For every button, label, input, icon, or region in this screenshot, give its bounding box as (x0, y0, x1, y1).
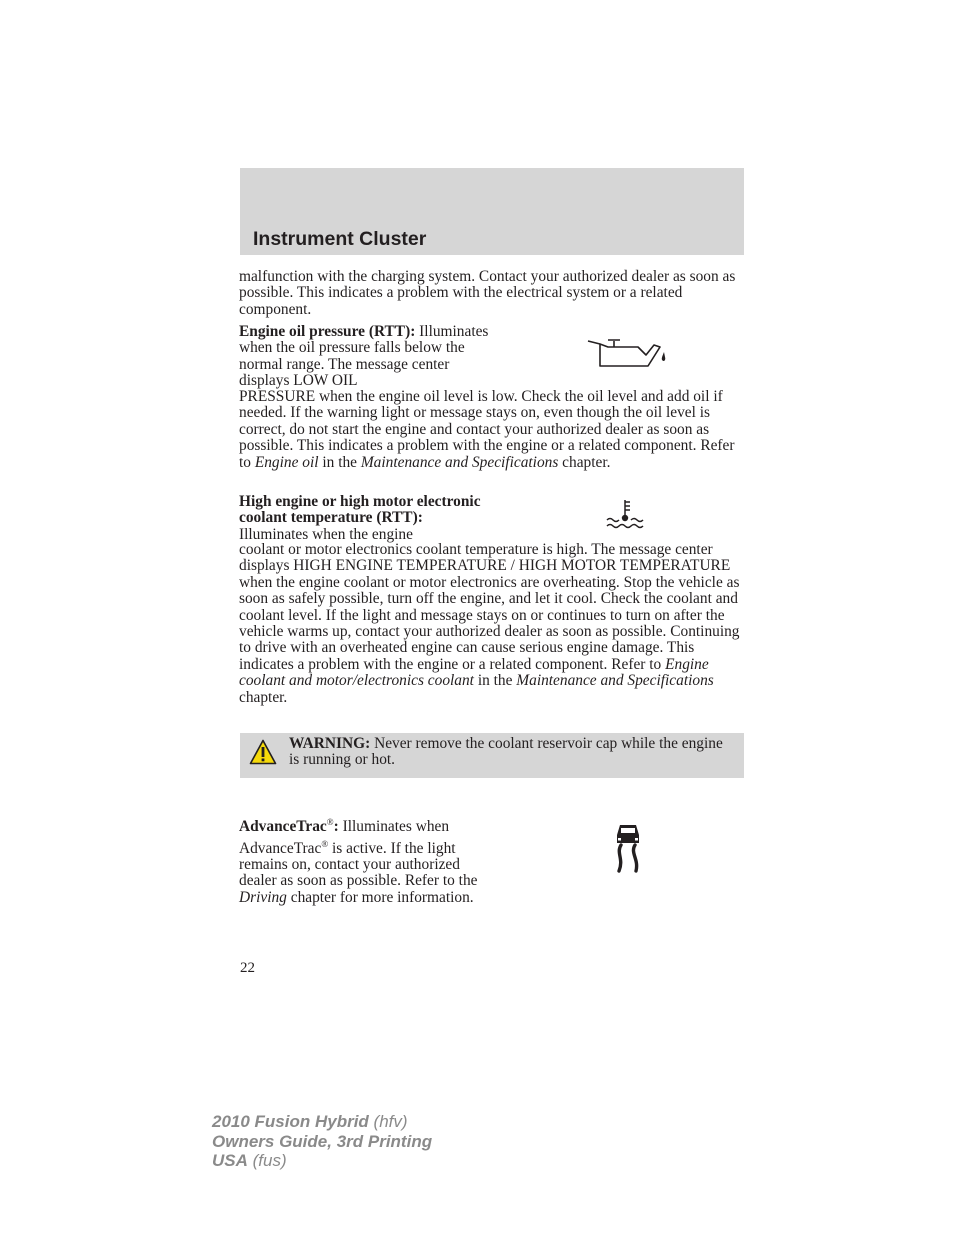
coolant-heading: High engine or high motor electronic coolant temperature (RTT): (239, 493, 481, 527)
footer-model: 2010 Fusion Hybrid (212, 1112, 369, 1131)
advancetrac-colon: : (333, 818, 339, 836)
engine-oil-reference: Engine oil (254, 453, 319, 471)
engine-coolant-reference: Engine coolant and motor/electronics coolant (239, 655, 709, 690)
coolant-text-2: coolant or motor electronics coolant temperature is high. The message center displays HIGH ENGINE TEMPERATURE / HIGH MOTOR TEMPERATURE when the engine coolant or motor electronics are overheating. Stop the vehicle as soon as safely possible, turn off the engine, and let it cool. Check the coolant and coolant level. If the light and message stays on or continues to turn on after the vehicle warms up, contact your authorized dealer as soon as possible. Continuing to drive with an overheated engine can cause serious engine damage. This indicates a problem with the engine or a related component. Refer to (239, 541, 740, 673)
footer-guide: Owners Guide, 3rd Printing (212, 1131, 433, 1151)
coolant-paragraph-head (239, 494, 489, 543)
coolant-text-1: Illuminates when the engine (239, 525, 413, 543)
oil-pressure-paragraph-head (239, 324, 489, 390)
document-footer (212, 1112, 432, 1171)
skidding-car-icon (614, 823, 642, 873)
oil-pressure-heading: Engine oil pressure (RTT): (239, 323, 416, 340)
footer-line-market (212, 1151, 432, 1171)
warning-label: WARNING: (289, 735, 371, 752)
maintenance-reference: Maintenance and Specifications (360, 453, 559, 471)
footer-line-model (212, 1112, 432, 1132)
section-title: Instrument Cluster (253, 228, 427, 250)
maintenance-reference-2: Maintenance and Specifications (516, 672, 714, 690)
advancetrac-text-3: chapter for more information. (286, 888, 474, 906)
coolant-text-4: chapter. (239, 688, 288, 706)
advancetrac-text-2: is active. If the light remains on, contact your authorized dealer as soon as possible. Refer to the (239, 839, 478, 890)
oil-can-icon (586, 335, 668, 369)
warning-message: Never remove the coolant reservoir cap while the engine is running or hot. (289, 735, 723, 769)
coolant-text-3: in the (473, 672, 517, 690)
oil-pressure-text-3: in the (318, 453, 361, 471)
oil-pressure-text-2: PRESSURE when the engine oil level is low. Check the oil level and add oil if needed. If the warning light or message stays on, even though the oil level is correct, do not start the engine and contact your authorized dealer as soon as possible. This indicates a problem with the engine or a related component. Refer to (239, 388, 735, 471)
oil-pressure-text-1: Illuminates when the oil pressure falls below the normal range. The message center displays LOW OIL (239, 323, 489, 390)
footer-model-code: (hfv) (368, 1112, 408, 1131)
advancetrac-text-1: Illuminates when AdvanceTrac (239, 818, 450, 857)
footer-market: USA (212, 1151, 248, 1170)
footer-market-code: (fus) (247, 1151, 287, 1170)
advancetrac-paragraph (239, 814, 499, 906)
coolant-paragraph-rest (239, 542, 744, 706)
registered-mark-2: ® (321, 838, 329, 849)
coolant-temperature-icon (605, 498, 645, 530)
oil-pressure-text-4: chapter. (558, 453, 611, 471)
advancetrac-heading: AdvanceTrac (239, 818, 327, 836)
footer-line-guide (212, 1132, 432, 1152)
intro-paragraph: malfunction with the charging system. Contact your authorized dealer as soon as possible. This indicates a problem with the electrical system or a related component. (239, 268, 736, 318)
warning-text (289, 736, 729, 769)
oil-pressure-paragraph-rest (239, 389, 744, 471)
registered-mark: ® (326, 817, 334, 827)
page-number: 22 (240, 960, 255, 976)
warning-triangle-icon (249, 739, 277, 765)
driving-reference: Driving (239, 888, 287, 906)
